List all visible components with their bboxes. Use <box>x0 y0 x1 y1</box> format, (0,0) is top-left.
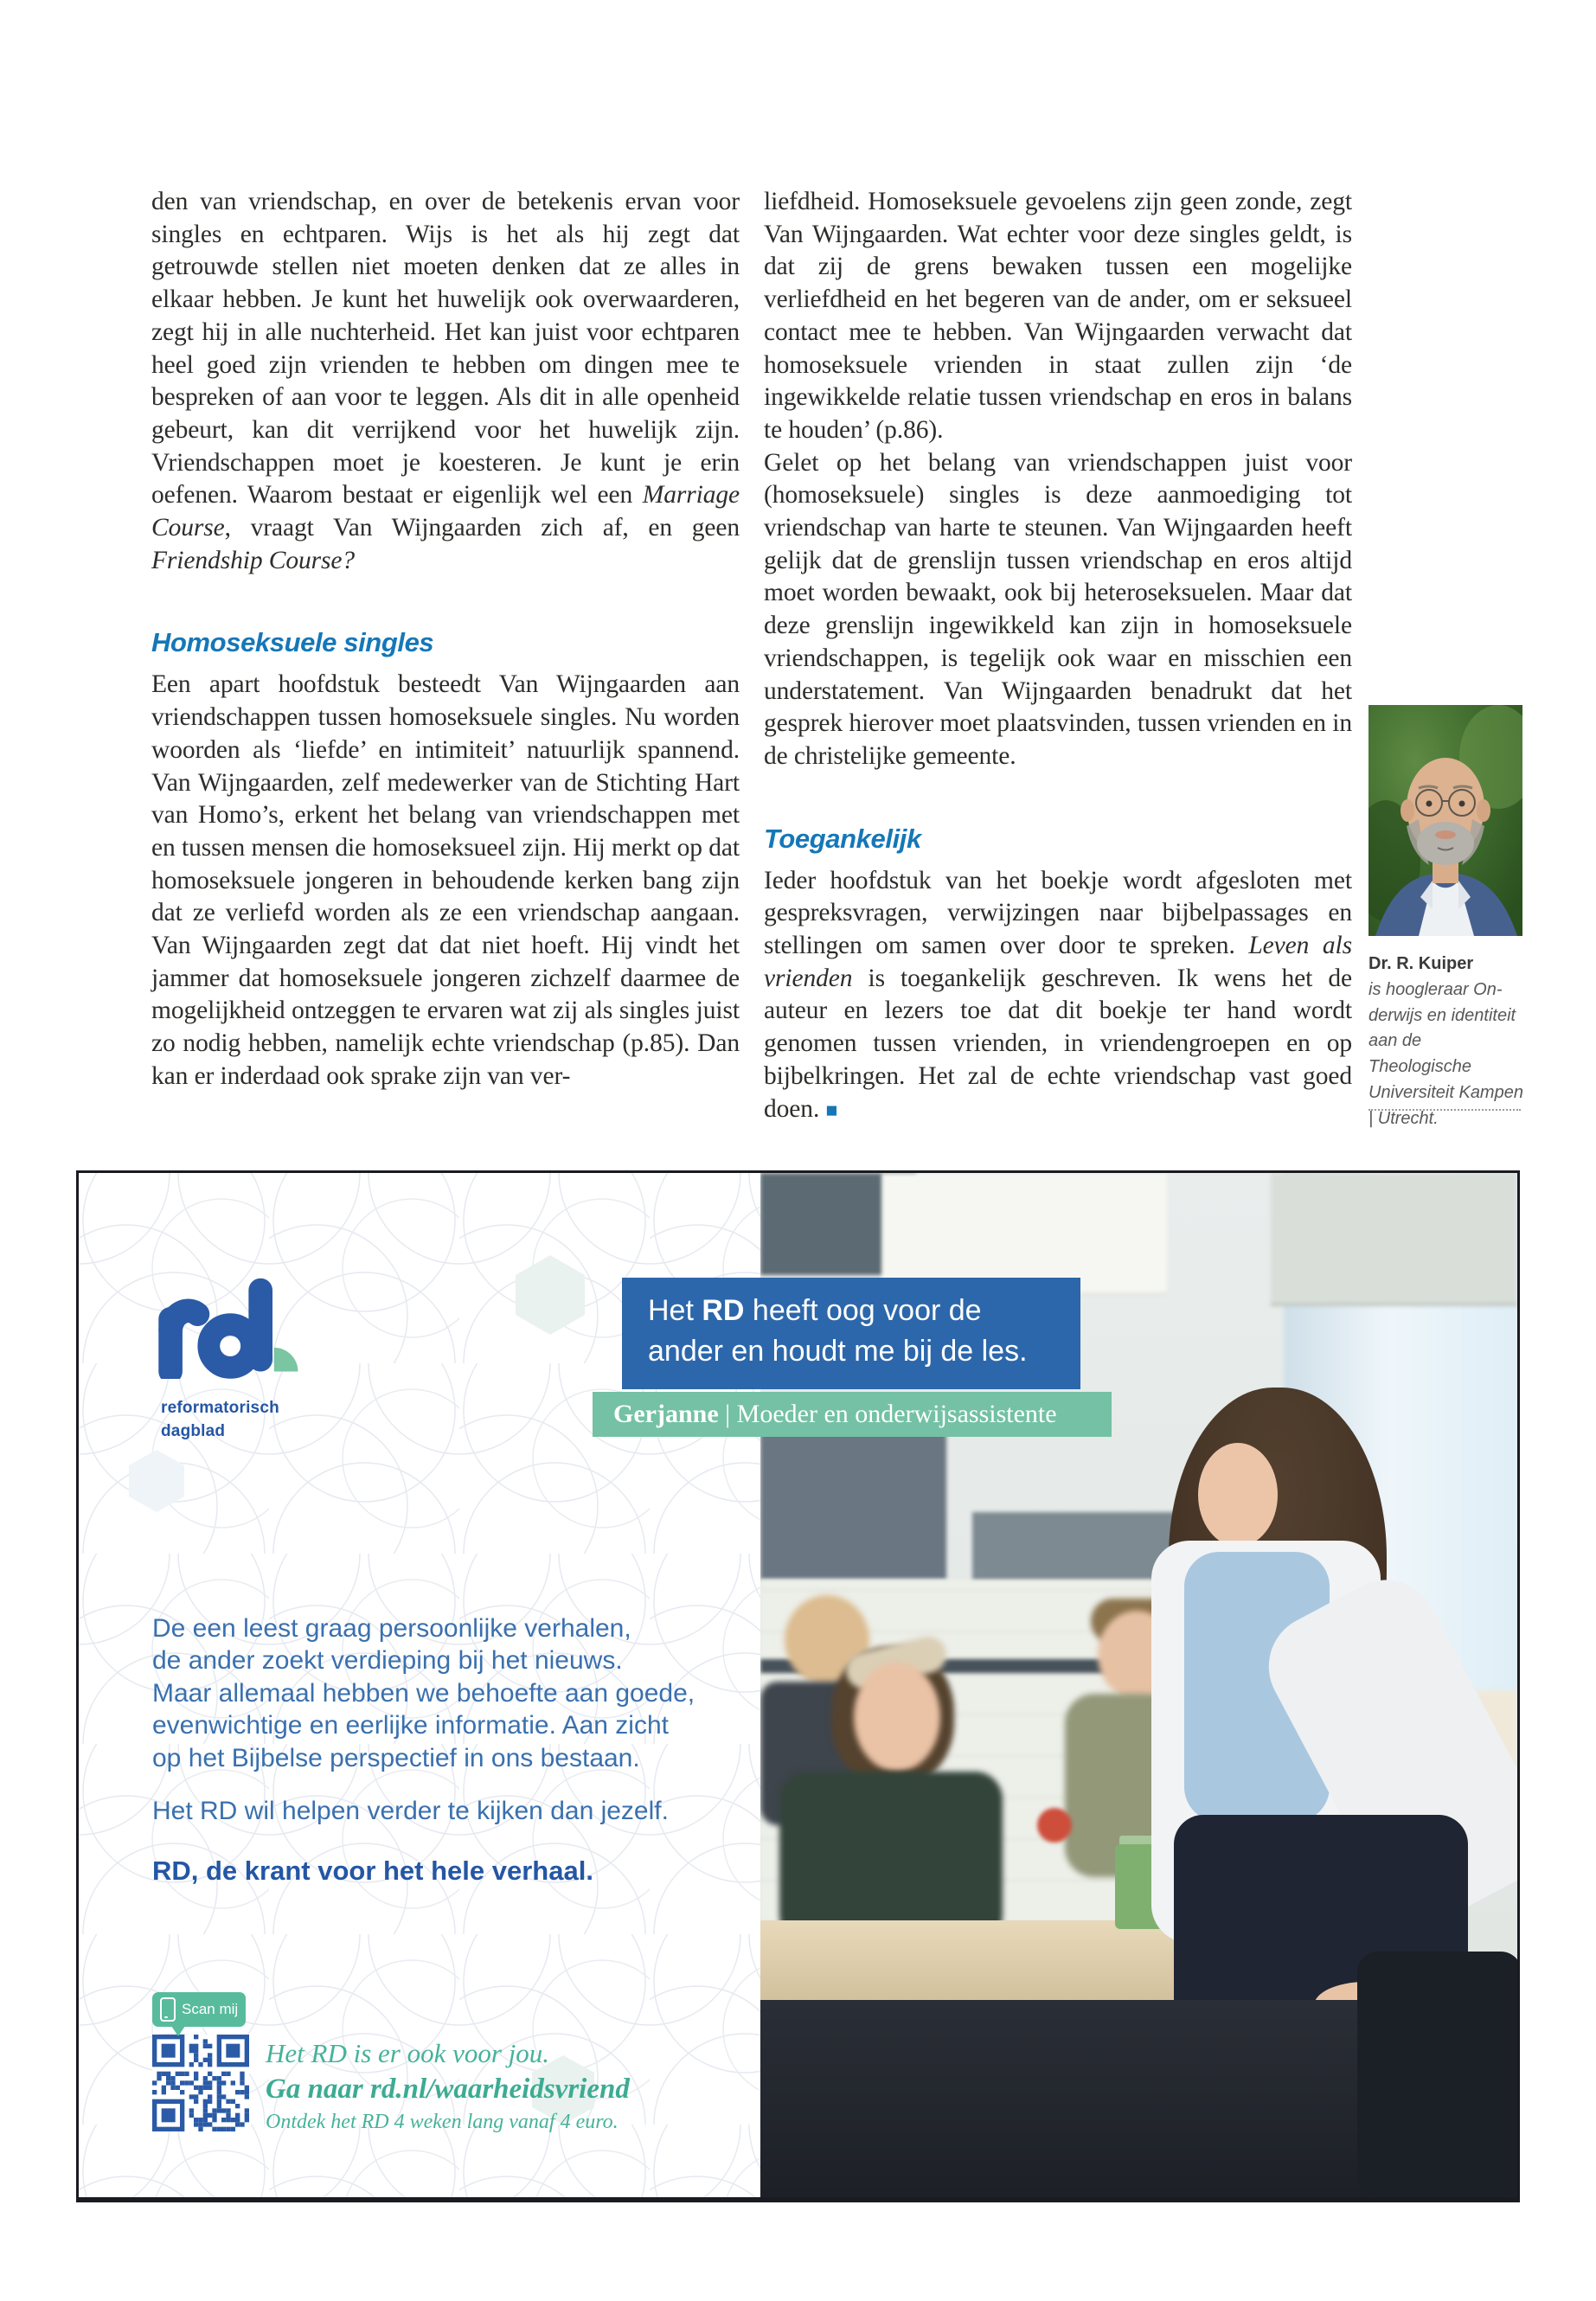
scan-mij-label: Scan mij <box>182 2001 239 2017</box>
pupil-figure <box>779 1772 1003 1943</box>
ad-slogan: RD, de krant voor het hele verhaal. <box>152 1856 593 1886</box>
author-caption <box>1368 952 1524 1132</box>
cta-line: Het RD is er ook voor jou. <box>266 2038 550 2068</box>
rd-wordmark <box>161 1396 279 1443</box>
phone-icon <box>160 1997 176 2022</box>
scan-mij-badge <box>152 1992 246 2027</box>
pupil-figure <box>854 1663 940 1772</box>
teacher-figure <box>1198 1443 1278 1547</box>
article-paragraph: Ieder hoofdstuk van het boekje wordt afgesloten met gespreksvragen, verwijzingen naar bijbelpassages en stellingen om samen over door te spreken. Leven als vrienden is toegankelijk geschreven. Ik wens het de auteur en lezers toe dat dit boekje ter hand wordt genomen tussen vrienden, in vriendengroepen en op bijbelkringen. Het zal de echte vriendschap vast goed doen. ■ <box>764 866 1352 1123</box>
wall-poster <box>881 1173 1167 1294</box>
qr-code <box>152 2035 249 2131</box>
dotted-divider <box>1368 1109 1521 1111</box>
author-portrait-photo <box>1368 705 1522 936</box>
rd-logo <box>151 1273 303 1379</box>
cta-offer: Ontdek het RD 4 weken lang vanaf 4 euro. <box>266 2111 619 2133</box>
article-paragraph: Een apart hoofdstuk besteedt Van Wijngaarden aan vriendschappen tussen homoseksuele singles. Nu worden woorden als ‘liefde’ en intimiteit’ natuurlijk spannend. Van Wijngaarden, zelf medewerker van de Stichting Hart van Homo’s, erkent het belang van vriendschappen met en tussen mensen die homoseksueel zijn. Hij merkt op dat homoseksuele jongeren in behoudende kerken bang zijn dat ze verliefd worden als ze een vriendschap aangaan. Van Wijngaarden zegt dat dat niet hoeft. Hij vindt het jammer dat homoseksuele jongeren zichzelf daarmee de mogelijkheid ontzeggen te ervaren wat zij als singles juist zo nodig hebben, namelijk echte vriendschap (p.85). Dan kan er inderdaad ook sprake zijn van ver- <box>151 670 740 1090</box>
ad-body-text: De een leest graag persoonlijke verhalen, de ander zoekt verdieping bij het nieuws. Maar allemaal hebben we behoefte aan goede, evenwichtige en eerlijke informatie. Aan zicht op het Bijbelse perspectief in ons bestaan. <box>152 1614 695 1772</box>
wordmark-line: reformatorisch <box>161 1399 279 1417</box>
article-paragraph: den van vriendschap, en over de betekenis ervan voor singles en echtparen. Wijs is het als hij zegt dat getrouwde stellen niet moeten denken dat ze alles in elkaar hebben. Je kunt het huwelijk ook overwaarderen, zegt hij in alle nuchterheid. Het kan juist voor echtparen heel goed zijn vrienden te hebben om dingen mee te bespreken of aan voor te leggen. Als dit in alle openheid gebeurt, kan dit verrijkend voor het huwelijk zijn. Vriendschappen moet je koesteren. Je kunt je erin oefenen. Waarom bestaat er eigenlijk wel een Marriage Course, vraagt Van Wijngaarden zich af, en geen Friendship Course? <box>151 188 740 574</box>
article-column-left <box>151 186 740 1093</box>
ad-call-to-action <box>266 2036 630 2137</box>
testimonial-attribution: Gerjanne | Moeder en onderwijsassistente <box>593 1392 1112 1437</box>
testimonial-quote: Het RD heeft oog voor de ander en houdt me bij de les. <box>622 1278 1080 1389</box>
rd-advertisement <box>76 1170 1520 2202</box>
kuiper-portrait-illustration <box>1368 705 1522 936</box>
article-paragraph: liefdheid. Homoseksuele gevoelens zijn geen zonde, zegt Van Wijngaarden. Wat echter voor deze singles geldt, is dat zij de grens bewaken tussen een mogelijke verliefdheid en het begeren van de ander, om er seksueel contact mee te hebben. Van Wijngaarden verwacht dat homoseksuele vrienden in staat zullen zijn ‘de ingewikkelde relatie tussen vriendschap en eros in balans te houden’ (p.86). <box>764 188 1352 444</box>
window-blind <box>1271 1173 1517 1306</box>
cta-url: Ga naar rd.nl/waarheidsvriend <box>266 2073 630 2105</box>
author-caption-lines: is hoogleraar On- derwijs en identiteit aan de Theologische Universiteit Kampen | Utrecht. <box>1368 979 1523 1128</box>
section-heading-homoseksuele-singles: Homoseksuele singles <box>151 627 434 658</box>
author-name: Dr. R. Kuiper <box>1368 954 1474 973</box>
section-heading-toegankelijk: Toegankelijk <box>764 823 921 854</box>
article-column-right <box>764 186 1352 1126</box>
apple <box>1037 1808 1072 1843</box>
article-paragraph: Gelet op het belang van vriendschappen juist voor (homoseksuele) singles is deze aanmoediging tot vriendschap van harte te steunen. Van Wijngaarden heeft gelijk dat de grenslijn tussen vriendschap en eros altijd moet worden bewaakt, ook bij heteroseksuelen. Maar dat deze grenslijn ingewikkeld kan zijn in homoseksuele vriendschappen, is tegelijk ook waar en misschien een understatement. Van Wijngaarden benadrukt dat het gesprek hierover moet plaatsvinden, tussen vrienden en in de christelijke gemeente. <box>764 448 1352 770</box>
wordmark-line: dagblad <box>161 1422 226 1440</box>
chair <box>1357 1952 1517 2197</box>
ad-tagline: Het RD wil helpen verder te kijken dan jezelf. <box>152 1797 669 1825</box>
